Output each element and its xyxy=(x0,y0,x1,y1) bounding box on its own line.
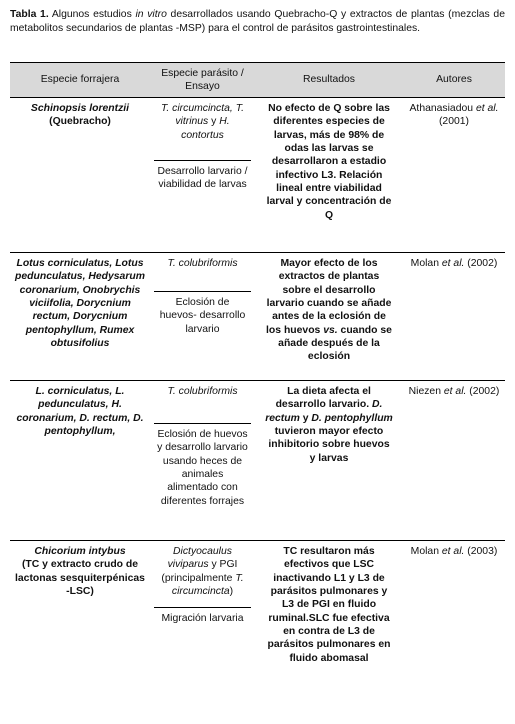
forage-species: Lotus corniculatus, Lotus pedunculatus, Hedysarum coronarium, Onobrychis viciifolia, Dorycnium rectum, Dorycnium pentophyllum, Rumex obtusifolius xyxy=(15,258,145,349)
header-parasite: Especie parásito / Ensayo xyxy=(150,63,255,98)
parasite-species: T. circumcincta, T. vitrinus y H. contortus xyxy=(154,98,251,161)
forage-species: Schinopsis lorentzii xyxy=(30,103,130,114)
table-caption xyxy=(10,8,505,35)
forage-species: Chicorium intybus xyxy=(34,546,126,557)
parasite-cell xyxy=(150,253,255,381)
assay-type: Migración larvaria xyxy=(161,613,244,624)
assay-type: Eclosión de huevos y desarrollo larvario usando heces de animales alimentado con diferentes forrajes xyxy=(157,429,248,507)
result-cell: La dieta afecta el desarrollo larvario. D. rectum y D. pentophyllum tuvieron mayor efecto inhibitorio sobre huevos y larvas xyxy=(255,381,403,541)
result-cell: TC resultaron más efectivos que LSC inactivando L1 y L3 de parásitos pulmonares y L3 de PGI en fluido ruminal.SLC fue efectiva en contra de L3 de parásitos pulmonares en fluido abomasal xyxy=(267,546,391,664)
forage-cell xyxy=(10,253,150,381)
header-forage: Especie forrajera xyxy=(10,63,150,98)
caption-text-rest: desarrollados usando Quebracho-Q y extractos de plantas (mezclas de metabolitos secundarios de plantas -MSP) para el control de parásitos gastrointestinales. xyxy=(10,9,505,34)
result-cell: No efecto de Q sobre las diferentes especies de larvas, más de 98% de odas las larvas se desarrollaron a estadio infectivo L3. Relación lineal entre viabilidad larval y concentración de Q xyxy=(255,98,403,253)
author-cell: Molan et al. (2002) xyxy=(403,253,505,381)
table-row xyxy=(10,381,505,541)
forage-cell xyxy=(10,541,150,681)
parasite-cell xyxy=(150,541,255,681)
forage-note: (Quebracho) xyxy=(49,116,111,128)
parasite-species: Dictyocaulus viviparus y PGI (principalmente T. circumcincta) xyxy=(154,541,251,608)
table-row xyxy=(10,98,505,253)
caption-label: Tabla 1. xyxy=(10,9,49,20)
header-results: Resultados xyxy=(255,63,403,98)
author-cell: Niezen et al. (2002) xyxy=(403,381,505,541)
parasite-cell xyxy=(150,98,255,253)
header-row xyxy=(10,63,505,98)
parasite-cell xyxy=(150,381,255,541)
result-cell: Mayor efecto de los extractos de plantas sobre el desarrollo larvario cuando se añade antes de la eclosión de los huevos vs. cuando se añade después de la eclosión xyxy=(255,253,403,381)
studies-table xyxy=(10,62,505,681)
caption-italic: in vitro xyxy=(135,9,167,20)
assay-type: Eclosión de huevos- desarrollo larvario xyxy=(159,297,246,335)
forage-species: L. corniculatus, L. pedunculatus, H. coronarium, D. rectum, D. pentophyllum, xyxy=(16,386,144,437)
parasite-species: T. colubriformis xyxy=(154,253,251,292)
parasite-species: T. colubriformis xyxy=(154,381,251,424)
table-row xyxy=(10,541,505,681)
author-cell: Molan et al. (2003) xyxy=(410,546,498,557)
forage-cell xyxy=(10,98,150,253)
forage-note: (TC y extracto crudo de lactonas sesquiterpénicas -LSC) xyxy=(15,559,145,597)
header-authors: Autores xyxy=(403,63,505,98)
table-row xyxy=(10,253,505,381)
assay-type: Desarrollo larvario / viabilidad de larvas xyxy=(157,166,248,191)
caption-text: Algunos estudios xyxy=(48,9,136,20)
forage-cell xyxy=(10,381,150,541)
author-cell: Athanasiadou et al. (2001) xyxy=(403,98,505,253)
